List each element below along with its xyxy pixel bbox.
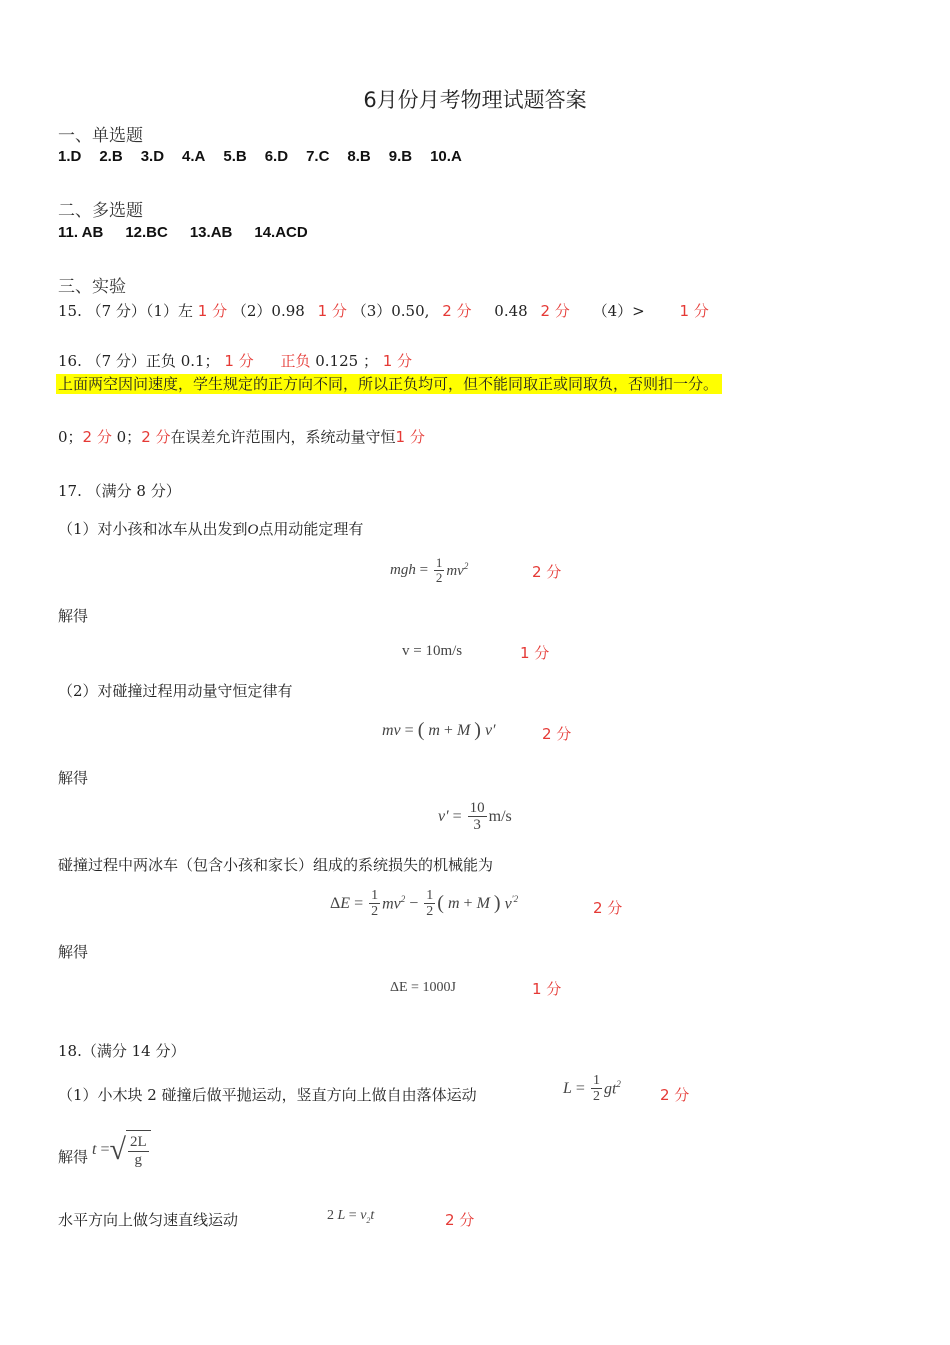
- equation-energy-result: ΔE = 1000J: [390, 980, 456, 995]
- score: 2 分: [532, 563, 562, 581]
- solve-label: 解得: [58, 1148, 89, 1166]
- q16-l2c: 在误差允许范围内，系统动量守恒: [170, 428, 396, 446]
- equation-energy-loss: Δ E = $\frac{1}{2}$ $mv^2$ − $\frac{1}{2}$ ( m + M ) $v^{'2}$: [330, 888, 519, 919]
- answer-item: 9.B: [388, 148, 413, 165]
- q16-note: [56, 373, 722, 394]
- page-title: 6月份月考物理试题答案: [363, 88, 587, 112]
- answer-item: 4.A: [182, 148, 206, 165]
- answer-item: 3.D: [140, 148, 165, 165]
- score: 2 分: [593, 899, 623, 917]
- equation-energy: mgh = $\frac{1}{2}$ $mv^2$: [390, 555, 469, 585]
- q18-part1: （1）小木块 2 碰撞后做平抛运动，竖直方向上做自由落体运动: [58, 1086, 477, 1104]
- answer-item: 13.AB: [189, 224, 233, 241]
- unit: m/s: [488, 807, 512, 825]
- solve-label: 解得: [58, 943, 89, 961]
- q17-part1: [58, 518, 363, 539]
- single-answers: [58, 148, 480, 165]
- section-heading-experiment: 三、实验: [58, 277, 126, 297]
- q16-mid: 0.125 ；: [315, 352, 378, 370]
- q15-part3: （3）0.50,: [351, 302, 430, 320]
- score: 2 分: [445, 1211, 475, 1229]
- answer-item: 11. AB: [58, 224, 104, 241]
- score: 1 分: [317, 302, 347, 320]
- score: 1 分: [520, 644, 550, 662]
- q18-part2: 水平方向上做匀速直线运动: [58, 1211, 239, 1229]
- q15-line: [58, 300, 709, 321]
- q16-line2: [58, 426, 425, 447]
- score: 1 分: [532, 980, 562, 998]
- score: 1 分: [197, 302, 228, 320]
- q17-p1-text: （1）对小孩和冰车从出发到: [58, 520, 248, 538]
- q15-part4: （4）>: [592, 302, 645, 320]
- equation-momentum: mv = ( m + M ) v′: [382, 719, 496, 741]
- q15-prefix: 15. （7 分）（1）左: [58, 302, 193, 320]
- solve-label: 解得: [58, 769, 89, 787]
- q16-prefix: 16. （7 分）正负 0.1；: [58, 352, 220, 370]
- equation-horizontal: 2 L = $v_2t$: [327, 1208, 375, 1225]
- score: 1 分: [679, 302, 709, 320]
- q17-part2: （2）对碰撞过程用动量守恒定律有: [58, 682, 293, 700]
- score: 2 分: [82, 428, 112, 446]
- q15-part3b: 0.48: [494, 302, 528, 320]
- q16-l2a: 0；: [58, 428, 83, 446]
- score: 1 分: [224, 352, 254, 370]
- equation-result-velocity: v′ = $\frac{10}{3}$ m/s: [438, 800, 512, 833]
- section-heading-single: 一、单选题: [58, 126, 143, 146]
- score: 2 分: [540, 302, 570, 320]
- solve-label: 解得: [58, 607, 89, 625]
- answer-item: 6.D: [264, 148, 289, 165]
- equation-velocity: v = 10m/s: [402, 643, 463, 659]
- q16-mid-red: 正负: [280, 352, 311, 370]
- answer-item: 14.ACD: [254, 224, 308, 241]
- score: 2 分: [542, 725, 572, 743]
- highlighted-note: 上面两空因问速度，学生规定的正方向不同，所以正负均可，但不能同取正或同取负，否则扣一分。: [56, 374, 722, 394]
- q16-line: [58, 350, 412, 371]
- multi-answers: [58, 224, 326, 241]
- q17-p1-var: O: [247, 522, 259, 538]
- q17-part3: 碰撞过程中两冰车（包含小孩和家长）组成的系统损失的机械能为: [58, 856, 494, 874]
- q17-p1-end: 点用动能定理有: [258, 520, 364, 538]
- score: 1 分: [395, 428, 425, 446]
- q18-heading: 18.（满分 14 分）: [58, 1042, 186, 1060]
- answer-item: 10.A: [430, 148, 462, 165]
- q15-part2: （2）0.98: [231, 302, 305, 320]
- answer-item: 1.D: [58, 148, 82, 165]
- section-heading-multi: 二、多选题: [58, 201, 143, 221]
- answer-item: 12.BC: [125, 224, 168, 241]
- score: 2 分: [660, 1086, 690, 1104]
- answer-item: 7.C: [306, 148, 330, 165]
- score: 2 分: [442, 302, 472, 320]
- score: 1 分: [382, 352, 413, 370]
- score: 2 分: [141, 428, 171, 446]
- answer-item: 5.B: [223, 148, 247, 165]
- equation-time: t = √ $\frac{2L}{g}$: [92, 1130, 151, 1169]
- q16-l2b: 0；: [116, 428, 142, 446]
- q17-heading: 17. （满分 8 分）: [58, 482, 181, 500]
- equation-free-fall: L = $\frac{1}{2}$ $gt^2$: [563, 1073, 621, 1104]
- answer-item: 2.B: [99, 148, 123, 165]
- answer-item: 8.B: [347, 148, 371, 165]
